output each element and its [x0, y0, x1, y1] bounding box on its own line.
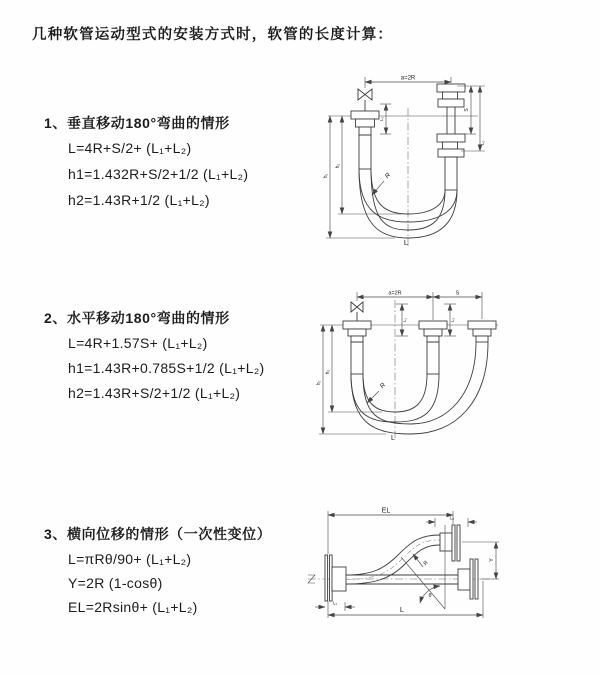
d1-label-h1: h₁	[323, 173, 329, 179]
d3-label-y: Y	[489, 558, 495, 562]
d3-straight-pipe	[346, 575, 458, 584]
d3-label-theta: θ	[428, 593, 432, 599]
d2-label-l1: L₁	[402, 317, 407, 323]
d1-label-s: S	[464, 108, 470, 112]
d2-label-r: R	[378, 381, 388, 391]
section-2-formula-h2: h2=1.43R+S/2+1/2 (L₁+L₂)	[68, 385, 241, 401]
d1-left-braid-hatch	[359, 135, 371, 169]
d2-left-braid-hatch	[351, 342, 363, 374]
d1-l1-dimension	[379, 104, 391, 134]
d3-l1-dimension	[315, 601, 355, 612]
d2-top-dimensions	[357, 291, 482, 321]
d3-upper-flange	[440, 525, 460, 561]
d2-hose-curves	[351, 342, 488, 434]
d2-label-s: S	[455, 290, 460, 297]
d3-l2-dimension	[426, 516, 477, 528]
d2-label-span: a=2R	[388, 290, 402, 297]
d2-valve-icon	[351, 302, 363, 321]
d3-left-flange	[325, 555, 346, 601]
d2-middle-braid-hatch	[427, 342, 439, 374]
section-1-formula-L: L=4R+S/2+ (L₁+L₂)	[68, 140, 192, 156]
d2-label-h2: h₂	[325, 369, 331, 375]
d3-label-el: EL	[381, 507, 391, 515]
d3-label-l: L	[399, 605, 405, 614]
d1-valve-icon	[358, 89, 372, 111]
d1-label-l: L	[403, 238, 409, 247]
d3-label-l1: L₁	[332, 600, 338, 606]
d3-radius-callout	[413, 554, 430, 567]
section-1-heading: 1、垂直移动180°弯曲的情形	[44, 115, 230, 131]
d3-label-l2: L₂	[449, 515, 455, 521]
d2-left-fitting	[343, 321, 371, 374]
d3-right-lower-flange	[458, 559, 478, 599]
d3-el-dimension	[328, 508, 453, 555]
d2-label-h1: h₁	[316, 380, 322, 386]
page-title: 几种软管运动型式的安装方式时，软管的长度计算：	[32, 27, 394, 43]
d1-right-braid-hatch	[445, 157, 457, 190]
d1-radius-callout	[372, 172, 392, 195]
section-3-formula-EL: EL=2Rsinθ+ (L₁+L₂)	[68, 599, 198, 615]
section-2-heading: 2、水平移动180°弯曲的情形	[44, 310, 230, 326]
d1-right-fitting	[437, 84, 465, 190]
diagram-vertical-180-bend	[320, 68, 498, 252]
section-1-formula-h1: h1=1.432R+S/2+1/2 (L₁+L₂)	[68, 166, 249, 182]
d2-middle-fitting	[419, 321, 447, 374]
d1-label-r: R	[383, 171, 393, 181]
d1-label-l2: L₂	[480, 140, 485, 146]
section-3-heading: 3、横向位移的情形（一次性变位）	[44, 526, 272, 542]
section-1-formula-h2: h2=1.43R+1/2 (L₁+L₂)	[68, 192, 210, 208]
d3-hose-curve	[346, 535, 440, 584]
d2-right-fitting	[468, 321, 496, 342]
d1-label-l1: L₁	[379, 116, 384, 122]
d1-centerlines	[328, 108, 478, 246]
d2-label-l2: L₂	[450, 317, 455, 323]
d2-radius-callout	[367, 382, 387, 403]
diagram-horizontal-180-bend	[316, 288, 502, 448]
d1-label-h2: h₂	[335, 163, 341, 169]
section-2-formula-L: L=4R+1.57S+ (L₁+L₂)	[68, 335, 208, 351]
section-3-formula-L: L=πRθ/90+ (L₁+L₂)	[68, 551, 192, 567]
diagram-lateral-displacement	[306, 504, 502, 626]
d2-label-l: L	[391, 435, 395, 442]
d1-left-fitting	[351, 111, 379, 169]
d1-label-span: a=2R	[400, 75, 416, 82]
d3-label-r: R	[422, 560, 430, 567]
section-3-formula-Y: Y=2R (1-cosθ)	[68, 575, 163, 591]
section-2-formula-h1: h1=1.43R+0.785S+1/2 (L₁+L₂)	[68, 360, 265, 376]
